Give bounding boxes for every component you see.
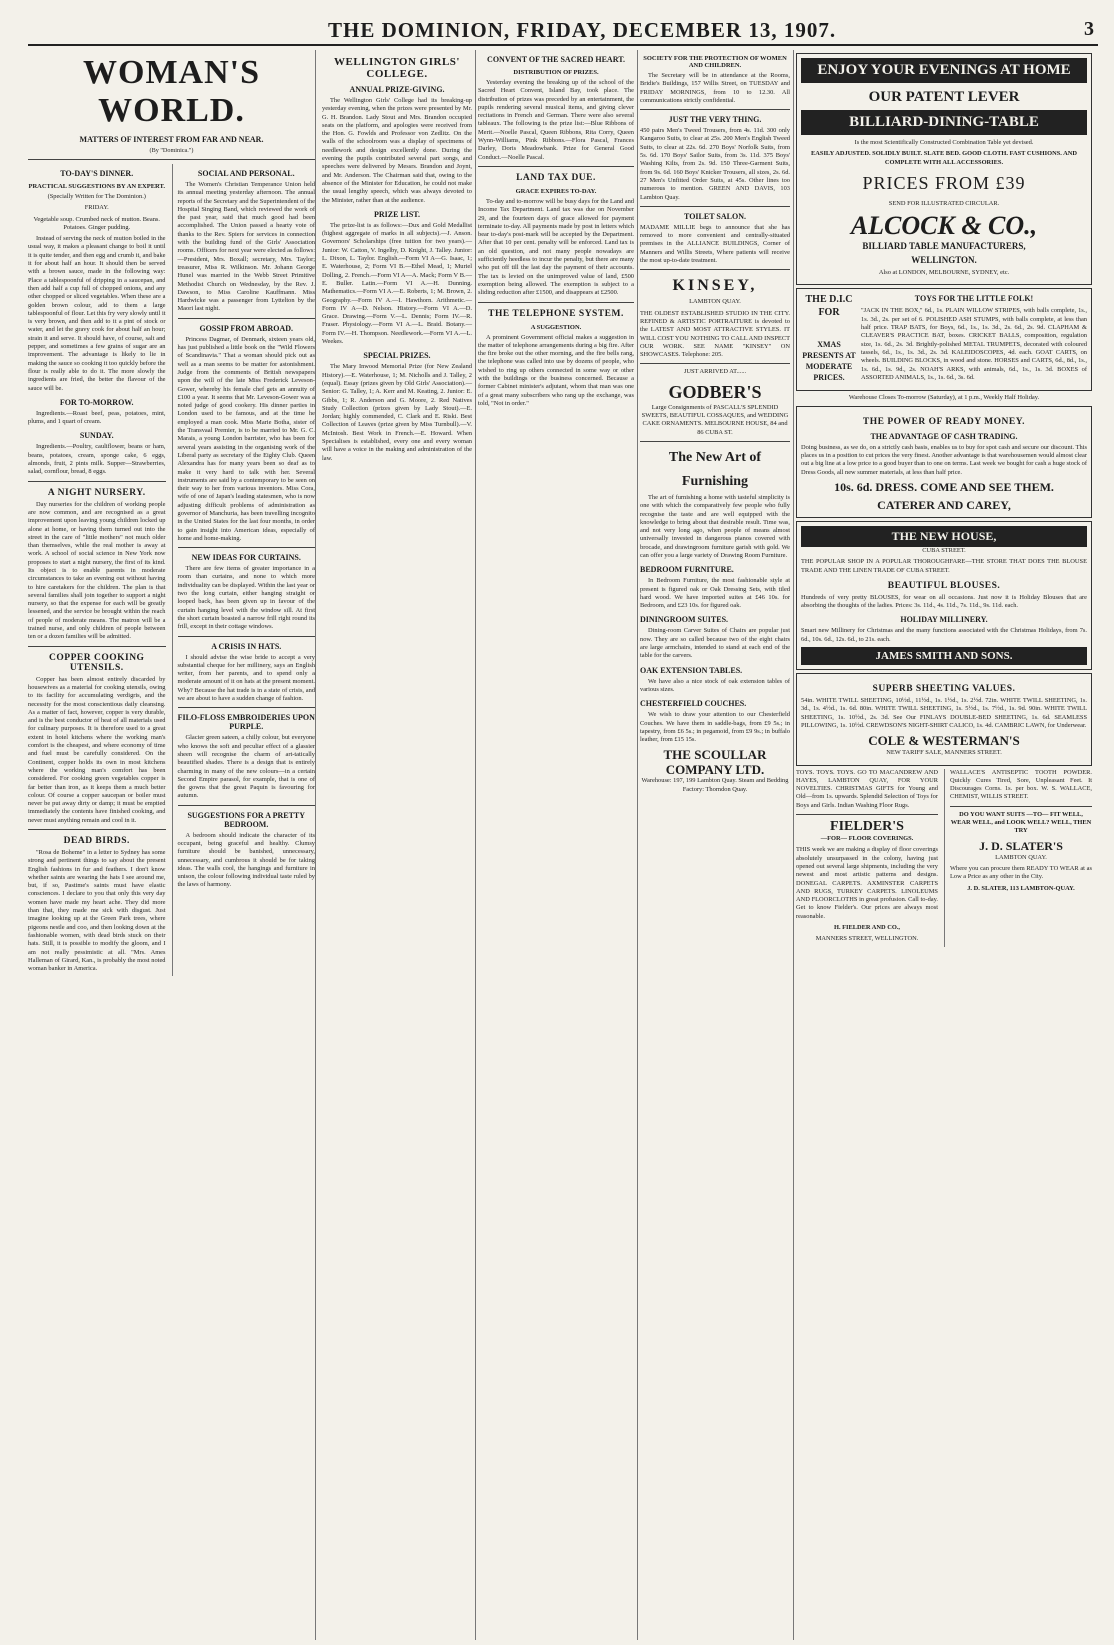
fielder-name: FIELDER'S <box>830 819 904 835</box>
masthead-title: THE DOMINION, FRIDAY, DECEMBER 13, 1907. <box>328 18 837 42</box>
prices-line: PRICES FROM £39 <box>862 172 1026 193</box>
newhouse-banner: THE NEW HOUSE, <box>801 526 1087 547</box>
ad-heading: JUST THE VERY THING. <box>668 115 762 125</box>
scoullar-name: THE SCOULLAR COMPANY LTD. <box>663 747 767 778</box>
article-body: Copper has been almost entirely discarded by housewives as a material for cooking utensils, owing to its facility for accumulating verdigris, and the necessity for the most conscientious daily cleansing. As a matter of fact, however, copper is very durable, and is the best conductor of heat of all materials used for culinary purposes. It is therefore used to a great extent in hotel kitchens where the working man's comfort is the cheapest, and where economy of time and fuel must be carefully considered. On the Continent, copper holds its own in most kitchens where the working man's comfort has been considered. For cooking green vegetables copper is far better than iron, as it keeps them a much better colour. Of course a copper saucepan or boiler must never be put away dirty or damp; it must be emptied immediately the contents have finished cooking, and never must anything remain and cool in it. <box>28 675 166 824</box>
slater-name: J. D. SLATER'S <box>979 838 1063 853</box>
article-subheading: DISTRIBUTION OF PRIZES. <box>513 69 599 76</box>
article-heading: DEAD BIRDS. <box>63 836 130 846</box>
cole-name: COLE & WESTERMAN'S <box>868 733 1020 749</box>
circular-line: SEND FOR ILLUSTRATED CIRCULAR. <box>888 199 1000 207</box>
ad-heading: SUPERB SHEETING VALUES. <box>872 684 1016 695</box>
ad-body: MADAME MILLIE begs to announce that she has removed to more convenient and centrally-situated premises in the ALLIANCE BUILDINGS, Corner of Manners and Willis Streets, Where patients will receive the most up-to-date treatment. <box>640 223 790 265</box>
ad-heading: HOLIDAY MILLINERY. <box>900 615 988 625</box>
page-number: 3 <box>1084 18 1094 40</box>
scoullar-address: Warehouse: 197, 199 Lambton Quay. Steam and Bedding Factory: Thorndon Quay. <box>641 777 789 793</box>
fielder-company: H. FIELDER AND CO., <box>833 923 901 931</box>
article-heading: SUGGESTIONS FOR A PRETTY BEDROOM. <box>187 810 306 829</box>
article-subheading: A SUGGESTION. <box>530 323 582 331</box>
article-body: Day nurseries for the children of working people are now common, and are recognised as a great improvement upon leaving young children locked up alone at home, or having them turned out into the street in the care of "little mothers" not much older than themselves, while the real mother is away at work. A school of social science in New York now proposes to start a night nursery, the first of its kind. Its object is to enable parents in moderate circumstances to take an evening out without having to hire caretakers for the children. The plan is that several families shall join together to support a night nursery, so that the expense for each will be greatly lessened, and the service be brought within the reach of people of moderate means. The matron will be a trained nurse, and only children of people between ten or a dozen families will be admitted. <box>28 500 166 641</box>
dic-footer: Warehouse Closes To-morrow (Saturday), at 1 p.m., Weekly Half Holiday. <box>848 394 1040 402</box>
ad-heading: SOCIETY FOR THE PROTECTION OF WOMEN AND CHILDREN. <box>643 55 787 69</box>
article-body: The Mary Inwood Memorial Prize (for New Zealand History).—E. Waterhouse, 1; M. Nicholls and J. Talley, 2 (equal). Essay (prizes given by Old Girls' Association).—Senior: G. Talley, 1; A. Kerr and M. Keating, 2. Junior: E. Gibbs, 1; R. Anderson and G. Moore, 2. Red Natives Study Collection (prizes given by Lady Stout).—E. Jordan; highly commended, C. Clark and E. Riski. Best Collection of Leaves (prize given by Miss Turnbull).—V. McIntosh. Best Work in French.—E. Howard. When Specialises is established, every one and every woman will have a voice in the making and administration of the law. <box>322 363 472 462</box>
ad-heading: BEAUTIFUL BLOUSES. <box>887 580 1001 591</box>
dic-toys-heading: TOYS FOR THE LITTLE FOLK! <box>914 294 1034 304</box>
ad-heading: CHESTERFIELD COUCHES. <box>640 699 747 709</box>
ad-body: Smart new Millinery for Christmas and the many functions associated with the Christmas Holidays, from 7s. 6d., 10s. 6d., 12s. 6d., to 21s. each. <box>801 627 1087 643</box>
article-body: To-day and to-morrow will be busy days for the Land and Income Tax Department. Land tax was due on November 29, and the fourteen days of grace allowed for payment terminate to-day. All payments made by post in letters which bear to-day's post-mark will be accepted by the Department. After that 10 per cent. penalty will be enforced. Land tax is an old question, and not many people nowadays are sufficiently heedless to incur the penalty, but there are many who put off till the last day the payment of their accounts. The tax is levied on the unimproved value of land, £500 exemption being allowed. The exemption is subject to a sliding reduction after £1500, and disappears at £2500. <box>478 197 634 297</box>
article-body: Glacier green sateen, a chilly colour, but everyone who knows the soft and peculiar effect of a glassier sheen will recognise the charm of art-tatically beautified shades. There is a design that is entirely charming in many of the new colours—in a certain Second Empire parasol, for example, that is one of the gowns that the great Paquin is favouring for autumn. <box>177 734 315 800</box>
ad-heading: DININGROOM SUITES. <box>640 615 729 625</box>
column-1b <box>172 164 316 976</box>
article-heading: PRIZE LIST. <box>373 209 421 219</box>
article-body: Instead of serving the neck of mutton boiled in the usual way, it makes a pleasant change to boil it until it is quite tender, and then egg and crumb it, and bake it for about half an hour. It should then be served with a brown sauce, made in the following way: Place a tablespoonful of dripping in a saucepan, and then add half a cup full of chopped onions, and any other chopped or sliced vegetables. When these are a golden brown colour, add to them a large tablespoonful of flour. Let this fry very slowly until it is very brown, and then add to it a pint of stock or water, and let the gravy cook for about half an hour; strain it and serve. It should have, of course, salt and pepper, and sometimes a few grains of sugar are an improvement. The advantage is likely to lie in making the sauce so cooking it too quickly before the flour is really able to do it. The more slowly the ingredients are fried, the better the flavour of the sauce will be. <box>28 235 166 392</box>
billiard-ad <box>796 53 1092 285</box>
suits-ad: DO YOU WANT SUITS —TO— FIT WELL, WEAR WELL, and LOOK WELL? WELL, THEN TRY <box>950 810 1092 835</box>
ad-body: Hundreds of very pretty BLOUSES, for wear on all occasions. Just now it is Holiday Blouses that are absorbing the thoughts of the ladies. Prices: 3s. 11d., 4s. 11d., 7s. 11d., 9s. 11d. each. <box>801 593 1087 610</box>
ad-heading: THE POWER OF READY MONEY. <box>862 416 1026 427</box>
james-banner: JAMES SMITH AND SONS. <box>801 647 1087 665</box>
article-heading: FILO-FLOSS EMBROIDERIES UPON PURPLE. <box>177 713 315 732</box>
article-heading: SPECIAL PRIZES. <box>363 351 431 361</box>
article-body: A prominent Government official makes a suggestion in the matter of telephone arrangements during a big fire. After the fire broke out the other morning, and the fire bells rang, the telephone was called into use by dozens of people, who wished to ring up others connected in some way or other with the buildings or the business concerned. Because a former Cabinet minister's adjutant, whom that man was one of a great many subscribers who rang up the exchange, was told, "Not in order." <box>478 333 634 407</box>
article-body: The prize-list is as follows:—Dux and Gold Medallist (highest aggregate of marks in all subjects).—J. Anson. Governors' Scholarships (free tuition for two years).—Junior: W. Catton, V. Ingelby, D. Knight, J. Talley. Junior: L. Dixon, L. Taylor. English.—Form VI A—G. Isaac, 1; E. Waterhouse, 2; Form VI B.—Ethel Mead, 1; Muriel Dolling, 2. French.—Form VI A—A. Mack; Form V B.—E. Buller. Latin.—Form VI A.—H. Dunning. Mathematics.—Form VI A.—E. Roberts, 1; M. Brown, 2. Geography.—Form IV A.—I. Hawthorn. Arithmetic.—Form IV A—D. Nelson. History.—Form VI A.—D. Grace. Drawing.—Form V.—L. Dennis; Form IV.—R. Fraser. Physiology.—Form VI A.—L. Braid. Botany.—Form IV.—H. Thompson. Needlework.—Form VI A.—L. Weekes. <box>322 221 472 346</box>
cole-sub: NEW TARIFF SALE, MANNERS STREET. <box>886 749 1002 757</box>
alcock-sub: BILLIARD TABLE MANUFACTURERS, <box>862 241 1026 252</box>
slater-foot: J. D. SLATER, 113 LAMBTON-QUAY. <box>967 884 1075 892</box>
ad-heading: TOILET SALON. <box>684 211 746 221</box>
ad-body: THE POPULAR SHOP IN A POPULAR THOROUGHFARE—THE STORE THAT DOES THE BLOUSE TRADE AND THE LINEN TRADE OF CUBA STREET. <box>801 558 1087 574</box>
menu: Vegetable soup. Crumbed neck of mutton. Beans. Potatoes. Ginger pudding. <box>33 215 161 231</box>
article-body: I should advise the wise bride to accept a very substantial cheque for her millinery, says an English writer, from her parents, and to spend only a moderate amount of it on hats at the present moment. Why? Because the hat trade is in a state of crisis, and we are about to have a sudden change of fashion. <box>177 653 315 703</box>
ad-body: 450 pairs Men's Tweed Trousers, from 4s. 11d. 300 only Kangaroo Suits, to clear at 25s. 200 Men's English Tweed Suits, to clear at 22s. 6d. 270 Boys' Norfolk Suits, from 5s. 6d. 170 Boys' Sailor Suits, from 3s. 11d. 375 Boys' Washing Kilts, from 2s. 9d. 150 Three-Garment Suits, from 9s. 6d. 160 Boys' Knicker Trousers, all sizes, 2s. 6d. 27 Men's Unfitted Order Suits, at 45s. Other lines too numerous to mention. GREEN AND DAVIS, 103 Lambton Quay. <box>640 127 790 201</box>
article-subheading: ANNUAL PRIZE-GIVING. <box>349 85 445 94</box>
caterer-carey-ad <box>796 406 1092 518</box>
fielder-sub: —FOR— FLOOR COVERINGS. <box>820 835 914 843</box>
patent-heading: OUR PATENT LEVER <box>868 89 1020 105</box>
article-heading: WELLINGTON GIRLS' COLLEGE. <box>334 56 460 80</box>
dress-line: 10s. 6d. DRESS. COME AND SEE THEM. <box>834 479 1054 494</box>
ad-body: The art of furnishing a home with tasteful simplicity is one with which the comparatively few people who fully recognise the taste and are well equipped with the knowledge to bring about that desirable result. Time was, and not very long ago, when people of means almost universally invested in dangerous pianos covered with brocade, and drawingroom furniture garish with gold. We can offer you a large variety of Drawing Room Furniture. <box>640 493 790 559</box>
masthead <box>28 16 1098 46</box>
furnishing-heading: The New Art of Furnishing <box>668 449 762 489</box>
article-body: There are few items of greater importance in a room than curtains, and none to which more individuality can be displayed. Within the last year or two the long curtain, either hanging straight or looped back, has been given up in favour of the curtain hanging level with the window sill. At first the short curtain boasted a narrow frill right round its frill, except in their cottage windows. <box>177 565 315 631</box>
article-body: "Rosa de Boheme" in a letter to Sydney has some strong and pertinent things to say about the present English fashions in fur and feathers. I don't know whether saints are wearing the hats I see around me, but, if so, Pastime's saints must have elastic consciences. I declare to you that only this very day women have made my heart ache. They did more than that, they made me sick with disgust. Just imagine looking up at the Green Park trees, where pigeons nestle and coo, and then looking down at the fashionable women, with dead birds stuck on their hats. Still, it is possible to modify the gloom, and I am not really pessimistic at all. "Mrs. Ames Halleman of Girard, Kan., is probably the most noted woman banker in America. <box>28 849 166 973</box>
fielder-side <box>796 769 938 947</box>
james-smith-ad <box>796 521 1092 670</box>
toys-ad: TOYS. TOYS. TOYS. GO TO MACANDREW AND HAYES, LAMBTON QUAY, FOR YOUR NOVELTIES. CHRISTMAS GIFTS for Young and Old—from 1s. upwards. Splendid Selection of Toys for Boys and Girls. Indian Washing Floor Rugs. <box>796 768 938 809</box>
ad-sub: JUST ARRIVED AT...... <box>683 368 747 376</box>
article-heading: THE TELEPHONE SYSTEM. <box>488 308 624 319</box>
cole-westerman-ad <box>796 673 1092 765</box>
college-column <box>322 50 476 1640</box>
caterer-name: CATERER AND CAREY, <box>877 497 1011 512</box>
article-body: Ingredients.—Roast beef, peas, potatoes, mint, plums, and 1 quart of cream. <box>28 409 166 426</box>
enjoy-banner: ENJOY YOUR EVENINGS AT HOME <box>801 58 1087 83</box>
article-body: A bedroom should indicate the character of its occupant, being graceful and healthy. Clumsy furniture should be banished, unnecessary, unnecessary, and cumbrous it should be for taking ideas. The walls cool, the hangings and furniture in unison, the colour following individual taste ruled by the laws of harmony. <box>177 831 315 889</box>
kinsey-address: LAMBTON QUAY. <box>689 298 741 306</box>
dic-left: THE D.I.C FOR <box>805 294 853 319</box>
article-body: Ingredients.—Poultry, cauliflower, beans or ham, beans, potatoes, cream, sponge cake, 6 eggs, almonds, fruit, 2 pints milk. Supper—Strawberries, salad, cornflour, bread, 8 eggs. <box>28 443 166 476</box>
article-heading: A NIGHT NURSERY. <box>47 487 146 498</box>
article-heading: SOCIAL AND PERSONAL. <box>197 169 295 178</box>
womans-world-section <box>28 50 316 1640</box>
slater-address: LAMBTON QUAY. <box>995 853 1047 861</box>
kinsey-name: KINSEY, <box>672 277 758 295</box>
display-ads-column <box>796 50 1092 1640</box>
ad-heading: BEDROOM FURNITURE. <box>640 565 734 575</box>
classified-column <box>640 50 794 1640</box>
article-heading: A CRISIS IN HATS. <box>211 641 282 651</box>
article-body: The Wellington Girls' College had its breaking-up yesterday evening, when the prizes were presented by Mr. G. H. Brandon. Lady Stout and Mrs. Brandon occupied seats on the platform, and apologies were received from the Hon. G. Fowlds and Professor von Zedlitz. On the walls of the schoolroom was a display of specimens of needlework and design excellently done. During the evening the pupils contributed several part songs, and speeches were delivered by Messrs. Brandon and Joynt, and Mr. Anderson. The Chairman said that, owing to the absence of the Minister for Education, he could not make the usual lengthy speech, which was always devoted to the Minister, rather than at the audience. <box>322 97 472 204</box>
slater-body: Where you can procure them READY TO WEAR at as Low a Price as any other in the City. <box>950 864 1092 881</box>
article-byline: (Specially Written for The Dominion.) <box>47 193 146 200</box>
dic-toys-ad <box>796 288 1092 391</box>
article-heading: FOR TO-MORROW. <box>59 397 134 407</box>
ad-body: We wish to draw your attention to our Chesterfield Couches. We have them in saddle-bags, from £9 5s.; in tapestry, from £6 5s.; in pegamoid, from £9 9s.; in buffalo leather, from £15 15s. <box>640 711 790 744</box>
ad-body: Large Consignments of PASCALL'S SPLENDID SWEETS, BEAUTIFUL COSSAQUES, and WEDDING CAKE ORNAMENTS. MELBOURNE HOUSE, 84 and 86 CUBA ST. <box>641 403 789 436</box>
ad-body: THE OLDEST ESTABLISHED STUDIO IN THE CITY. REFINED & ARTISTIC PORTRAITURE is devoted to the LATEST AND MOST ATTRACTIVE STYLES. IT WILL COST YOU NOTHING TO CALL AND INSPECT OUR WORK. SEE NAME "KINSEY" ON SHOWCASES. Telephone: 205. <box>640 309 790 359</box>
billiard-heading: BILLIARD-DINING-TABLE <box>801 110 1087 135</box>
billiard-features: EASILY ADJUSTED. SOLIDLY BUILT. SLATE BED. GOOD CLOTH. FAST CUSHIONS. AND COMPLETE WITH ALL ACCESSORIES. <box>811 150 1077 166</box>
alcock-name: ALCOCK & CO., <box>850 211 1038 241</box>
article-subheading: GRACE EXPIRES TO-DAY. <box>515 187 597 195</box>
article-body: The Women's Christian Temperance Union held its annual meeting yesterday afternoon. The annual reports of the Secretary and the Superintendent of the Hospital Singing Band, which reviewed the work of the past year, said that much good had been accomplished. The Union passed a hearty vote of thanks to the Rev. Spiers for services in connection with the building fund of the Girls' Association rooms. Officers for next year were elected as follows:—President, Mrs. Boxall; secretary, Mrs. Taylor; treasurer, Miss R. Wilkinson. Mr. Johann George Hunel was married in the Webb Street Primitive Methodist Church on Wednesday, by the Rev. J. Dawson, to Miss Caroline Kauffmann. Miss Hardwicke was a passenger from Lyttelton by the Maori last night. <box>177 181 315 313</box>
article-heading: COPPER COOKING UTENSILS. <box>49 652 145 673</box>
billiard-desc: Is the most Scientifically Constructed Combination Table yet devised. <box>854 139 1034 146</box>
section-subheading: MATTERS OF INTEREST FROM FAR AND NEAR. <box>79 135 264 144</box>
article-heading: NEW IDEAS FOR CURTAINS. <box>191 553 301 563</box>
cuba-street: CUBA STREET. <box>922 546 966 554</box>
ad-subheading: THE ADVANTAGE OF CASH TRADING. <box>870 431 1018 441</box>
ad-body: 54in. WHITE TWILL SHEETING, 10½d., 11½d., 1s. 1½d., 1s. 2½d. 72in. WHITE TWILL SHEETING, 1s. 3d., 1s. 4½d., 1s. 6d. 80in. WHITE TWILL SHEETING, 1s. 5½d., 1s. 7½d., 1s. 9d. 90in. WHITE TWILL SHEETING, 1s. 10½d., 2s. 3d. See Our FINLAYS DOUBLE-BED SHEETING, 1s. 6d. SEAMLESS PILLOWING, 1s. 10½d. CREWDSON'S NIGHT-SHIRT CALICO, 1s. 4d. CAMBRIC LAWN, for Underwear. <box>801 697 1087 729</box>
fielder-address: MANNERS STREET, WELLINGTON. <box>815 935 919 943</box>
fielder-body: THIS week we are making a display of floor coverings absolutely unsurpassed in the colony, having just opened out several large shipments, including the very newest and most artistic patterns and designs. DONEGAL CARPETS. AXMINSTER CARPETS AND RUGS, TURKEY CARPETS. LINOLEUMS AND FLOORCLOTHS in great profusion. Call to-day. Get to know Fielder's. Our prices are always most reasonable. <box>796 846 938 920</box>
ad-body: Doing business, as we do, on a strictly cash basis, enables us to buy for spot cash and secure our discount. This places us in a position to cut prices the very finest. Another advantage is that warehousemen would almost clear out a big line at a low price to a good buyer than to one on terms. Last week we bought for cash a huge stock of Dress Goods, all new summer materials, at less than half price. <box>801 443 1087 476</box>
article-heading: LAND TAX DUE. <box>516 172 596 183</box>
dic-items: "JACK IN THE BOX," 6d., 1s. PLAIN WILLOW STRIPES, with balls complete, 1s., 1s. 3d., 2s. per set of 6. POLISHED ASH STUMPS, with balls complete, at less than half price. TRAP BATS, for Boys, 6d., 1s., 1s. 3d., 2s. 6d., 2s. 9d. CLAPHAM & CLEAVER'S PRACTICE BAT, boxes. CRICKET BALLS, composition, regulation size, 1s. 6d., 2s. 3d. Brightly-polished METAL TRUMPETS, decorated with coloured tassels, 6d., 1s., 1s. 3d., 2s. 3d. KALEIDOSCOPES, 4d. each. GOAT CARTS, on wheels. BUILDING BLOCKS, in wood and stone. HORSES and CARTS, 6d., 8d., 1s., 1s. 6d., 1s. 9d., 2s. NOAH'S ARKS, with animals, 6d., 1s., 1s. 3d. BOXES of ASSORTED ANIMALS, 1s., 1s. 6d., 3s. 6d. <box>861 307 1087 381</box>
article-body: Yesterday evening the breaking up of the school of the Sacred Heart Convent, Island Bay, took place. The distribution of prizes was preceded by an entertainment, the pupils rendering several musical items, and giving clever recitations in French and German. There were also several tableaux. The following is the prize list:—Blue Ribbons of Merit.—Noelle Pascal, Queen Ribbons, Rita Corry, Queen Wynn-Williams, Pink Ribbons.—Flora Pascal, Frances Darley, Doris Meadowbank. Prize for General Good Conduct.—Noelle Pascal. <box>478 79 634 161</box>
ad-body: In Bedroom Furniture, the most fashionable style at present is figured oak or Oak Dressing Sets, with tiled hard wood. We have imported suites at £46 10s. for Bedroom, and £23 10s. for figured oak. <box>640 577 790 610</box>
article-subheading: PRACTICAL SUGGESTIONS BY AN EXPERT. <box>28 183 165 190</box>
godbers-name: GODBER'S <box>668 381 762 402</box>
wallace-ad: WALLACE'S ANTISEPTIC TOOTH POWDER. Quickly Cures Tired, Sore, Unpleasant Feet. It Discourages Corns. 1s. per box. W. S. WALLACE, CHEMIST, WILLIS STREET. <box>950 768 1092 801</box>
ad-body: Dining-room Carver Suites of Chairs are popular just now. They are so called because two of the eight chairs are large armchairs, intended to stand at each end of the table for the carvers. <box>640 627 790 660</box>
ad-body: We have also a nice stock of oak extension tables of various sizes. <box>640 677 790 693</box>
article-heading: SUNDAY. <box>79 431 114 441</box>
article-heading: CONVENT OF THE SACRED HEART. <box>487 55 625 64</box>
slater-side <box>944 769 1092 947</box>
column-1a <box>28 164 166 976</box>
ad-heading: OAK EXTENSION TABLES. <box>640 665 743 675</box>
article-body: Princess Dagmar, of Denmark, sixteen years old, has just published a little book on the "Wild Flowers of Scandinavia." That a woman should pick out as well as a man seems to be matter for astonishment. Judge from the comments of British newspapers upon the will of the late Miss Frederick Leveson-Gower, whereby his female chef gets an annuity of £100 a year. It seems that Mr. Leveson-Gower was a noted judge of good cookery. His dinner parties in London used to be famous, and at the time he employed a man cook. Miss Marie Botha, sister of the Transvaal Premier, is to be married to Mr. G. C. Marais, a young London barrister, who has been for several years assisting in the organising work of the Liberal party as secretary of the Eighty Club. Queen Alexandra has for many years been so deaf as to make it very hard to talk with her. Several instruments are said by a contemporary to be seen on their way to her from various inventors. Miss Cora, wife of one of Japan's leading statesmen, who is now adjusting difficult problems of administration as governor of Manchuria, has been travelling incognito in the United States for the last four months, in order to gain insight into American ideas, especially of home and home-making. <box>177 335 315 542</box>
convent-column <box>478 50 638 1640</box>
byline: (By "Dominica.") <box>149 147 194 154</box>
article-heading: TO-DAY'S DINNER. <box>60 169 134 178</box>
day-label: FRIDAY. <box>84 204 109 212</box>
alcock-city: WELLINGTON. <box>911 255 977 266</box>
dic-xmas: XMAS PRESENTS AT MODERATE PRICES. <box>802 340 856 383</box>
alcock-also: Also at LONDON, MELBOURNE, SYDNEY, etc. <box>878 269 1010 277</box>
article-heading: GOSSIP FROM ABROAD. <box>199 323 294 333</box>
ad-body: The Secretary will be in attendance at the Rooms, Bridie's Buildings, 157 Willis Street, on TUESDAY and FRIDAY MORNINGS, from 10 to 12.30. All communications strictly confidential. <box>640 72 790 104</box>
section-heading: WOMAN'S WORLD. <box>83 54 260 129</box>
